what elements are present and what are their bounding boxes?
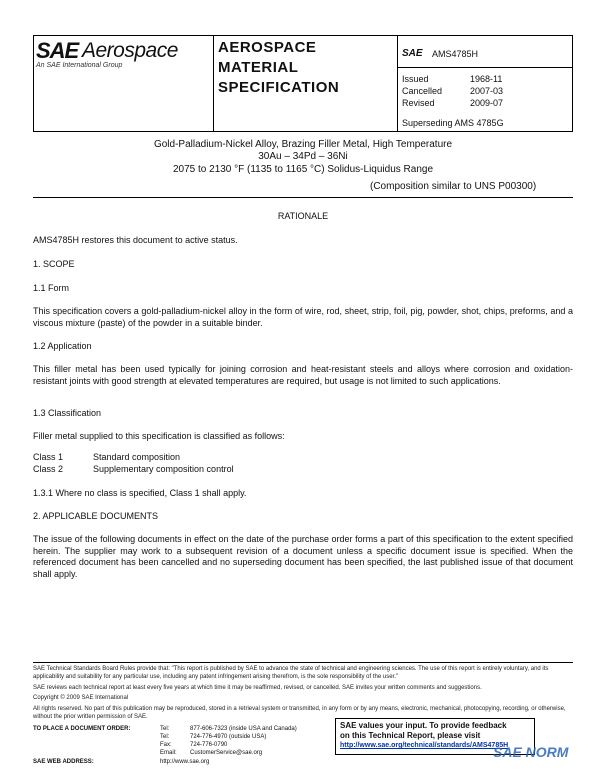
section-1-1-text: This specification covers a gold-palladium-nickel alloy in the form of wire, rod, sheet, strip, foil, pig, powder, shot, chips, preforms, and a viscous mixture (paste) of the powder in a suitable binder. — [33, 306, 573, 328]
watermark: SAE NORM — [493, 744, 569, 760]
revised-date: 2009-07 — [470, 98, 504, 108]
page-title — [218, 38, 339, 98]
section-1-3-1: 1.3.1 Where no class is specified, Class 1 shall apply. — [33, 488, 247, 498]
section-2-text: The issue of the following documents in effect on the date of the purchase order forms a part of this specification to the extent specified herein. The supplier may work to a subsequent revision of a document unless a specific document issue is specified. When the referenced document has been cancelled and no superseding document has been specified, the last published issue of that document shall apply. — [33, 534, 573, 579]
section-1-3-heading: 1.3 Classification — [33, 408, 102, 418]
feedback-line-1: SAE values your input. To provide feedback — [340, 721, 507, 730]
web-link[interactable]: http://www.sae.org — [160, 759, 210, 765]
web-label: SAE WEB ADDRESS: — [33, 759, 94, 765]
section-1-1-heading: 1.1 Form — [33, 283, 70, 293]
email-value[interactable]: CustomerService@sae.org — [190, 750, 263, 756]
feedback-line-2: on this Technical Report, please visit — [340, 731, 481, 740]
feedback-link[interactable]: http://www.sae.org/technical/standards/AMS4785H — [340, 742, 509, 749]
superseding: Superseding AMS 4785G — [402, 118, 504, 128]
title-line-3: SPECIFICATION — [218, 79, 340, 96]
subject-rule — [33, 197, 573, 198]
cancelled-label: Cancelled — [402, 86, 443, 96]
class-2-label: Class 2 — [33, 464, 64, 474]
title-line-1: AEROSPACE — [218, 39, 317, 56]
section-1-3-text: Filler metal supplied to this specification is classified as follows: — [33, 431, 285, 441]
tel2-value: 724-776-4970 (outside USA) — [190, 734, 267, 740]
fax-label: Fax: — [160, 742, 172, 748]
fax-value: 724-776-0790 — [190, 742, 228, 748]
subject-line-3: 2075 to 2130 °F (1135 to 1165 °C) Solidus-Liquidus Range — [172, 164, 434, 175]
section-1-heading: 1. SCOPE — [33, 259, 75, 269]
tel-label: Tel: — [160, 726, 170, 732]
revised-label: Revised — [402, 98, 435, 108]
email-label: Email: — [160, 750, 177, 756]
section-2-heading: 2. APPLICABLE DOCUMENTS — [33, 511, 159, 521]
tel2-label: Tel: — [160, 734, 170, 740]
rationale-heading: RATIONALE — [277, 211, 329, 221]
tel-value: 877-606-7323 (inside USA and Canada) — [190, 726, 297, 732]
class-1-label: Class 1 — [33, 452, 64, 462]
header-rule — [397, 67, 573, 68]
section-1-2-heading: 1.2 Application — [33, 341, 92, 351]
subject-line-2: 30Au – 34Pd – 36Ni — [258, 151, 348, 162]
footer-copyright: Copyright © 2009 SAE International — [33, 695, 129, 701]
header-divider-2 — [397, 35, 398, 132]
issued-date: 1968-11 — [470, 74, 503, 84]
document-number: AMS4785H — [432, 49, 479, 59]
logo-aerospace: Aerospace — [82, 39, 178, 62]
footer-rule — [33, 662, 573, 663]
class-1-desc: Standard composition — [93, 452, 181, 462]
section-1-2-text: This filler metal has been used typically for joining corrosion and heat-resistant steels and alloys where corrosion and oxidation-resistant joints with good strength at elevated temperatures are required, but usage is not limited to such applications. — [33, 364, 573, 386]
issued-label: Issued — [402, 74, 429, 84]
subject-line-1: Gold-Palladium-Nickel Alloy, Brazing Filler Metal, High Temperature — [153, 139, 453, 150]
rationale-text: AMS4785H restores this document to active status. — [33, 235, 238, 245]
footer-rights: All rights reserved. No part of this publication may be reproduced, stored in a retrieval system or transmitted, in any form or by any means, electronic, mechanical, photocopying, recording, or otherwise, without the prior written permission of SAE. — [33, 706, 566, 720]
footer-rules: SAE Technical Standards Board Rules provide that: "This report is published by SAE to advance the state of technical and engineering sciences. The use of this report is entirely voluntary, and its applicability and suitability for any particular use, including any patent infringement arising therefrom, is the sole responsibility of the user." — [33, 666, 549, 680]
title-line-2: MATERIAL — [218, 59, 299, 76]
cancelled-date: 2007-03 — [470, 86, 504, 96]
order-label: TO PLACE A DOCUMENT ORDER: — [33, 726, 131, 732]
header-divider-1 — [213, 35, 214, 132]
subject-line-4: (Composition similar to UNS P00300) — [370, 181, 537, 192]
sae-mini-logo: SAE — [402, 48, 423, 59]
class-2-desc: Supplementary composition control — [93, 464, 234, 474]
footer-review: SAE reviews each technical report at least every five years at which time it may be reaffirmed, revised, or cancelled. SAE invites your written comments and suggestions. — [33, 685, 482, 691]
logo-sae: SAE — [36, 38, 79, 63]
logo-tagline: An SAE International Group — [36, 62, 123, 69]
